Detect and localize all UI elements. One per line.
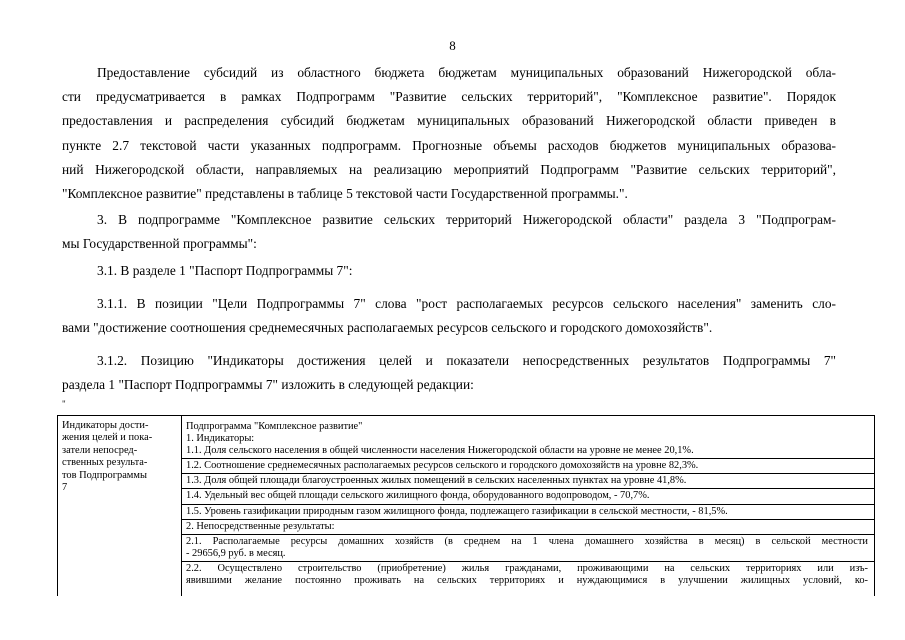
cell-line: 1.1. Доля сельского населения в общей численности населения Нижегородской области на уровне не менее 20,1%. [186,445,694,457]
row-divider [182,488,874,489]
row-divider [182,473,874,474]
table-right-cell [182,416,874,596]
cell-line: затели непосред- [62,444,138,456]
text-line: 3. В подпрограмме "Комплексное развитие сельских территорий Нижегородской области" раздела 3 "Подпрограм- [97,212,836,227]
cell-line: 7 [62,482,68,494]
cell-line: Индикаторы дости- [62,420,149,431]
text-line: вами "достижение соотношения среднемесячных располагаемых ресурсов сельского и городского домохозяйств". [62,320,713,335]
cell-line: ственных результа- [62,457,148,469]
cell-line: 1.4. Удельный вес общей площади сельского жилищного фонда, оборудованного водопроводом, - 70,7%. [186,490,650,502]
row-divider [182,458,874,459]
text-line: предоставления и распределения субсидий бюджетам муниципальных образований Нижегородской области приведен в [62,113,836,128]
row-divider [182,561,874,562]
cell-line: Подпрограмма "Комплексное развитие" [186,421,363,432]
table-left-cell [58,416,182,596]
cell-line: - 29656,9 руб. в месяц. [186,547,286,559]
text-line: мы Государственной программы": [62,236,257,251]
cell-line: 2.2. Осуществлено строительство (приобретение) жилья гражданами, проживающими на сельских территориях или изъ- [186,562,868,574]
text-line: Предоставление субсидий из областного бюджета бюджетам муниципальных образований Нижегородской обла- [97,65,836,80]
row-divider [182,534,874,535]
cell-line: 1.5. Уровень газификации природным газом жилищного фонда, подлежащего газификации в сельской местности, - 81,5%. [186,505,728,517]
text-line: раздела 1 "Паспорт Подпрограммы 7" изложить в следующей редакции: [62,377,474,392]
passport-table [57,415,875,596]
paragraph-section-3-1: 3.1. В разделе 1 "Паспорт Подпрограммы 7": [97,263,353,278]
text-line: сти предусматривается в рамках Подпрограмм "Развитие сельских территорий", "Комплексное развитие". Порядок [62,89,836,104]
cell-line: 1.3. Доля общей площади благоустроенных жилых помещений в сельских населенных пунктах на уровне 41,8%. [186,475,687,487]
text-line: 3.1.1. В позиции "Цели Подпрограммы 7" слова "рост располагаемых ресурсов сельского населения" заменить сло- [97,296,836,311]
cell-line: явившими желание постоянно проживать на сельских территориях и нуждающимися в улучшении жилищных условий, ко- [186,575,868,587]
cell-line: 1. Индикаторы: [186,433,255,445]
text-line: ний Нижегородской области, направляемых на реализацию мероприятий Подпрограмм "Развитие сельских территорий", [62,162,836,177]
row-divider [182,519,874,520]
text-line: пункте 2.7 текстовой части указанных подпрограмм. Прогнозные объемы расходов бюджетов муниципальных образова- [62,138,836,153]
row-divider [182,504,874,505]
cell-line: 1.2. Соотношение среднемесячных располагаемых ресурсов сельского и городского домохозяйств на уровне 82,3%. [186,460,699,472]
cell-line: жения целей и пока- [62,432,153,444]
quote-mark: " [62,399,66,409]
page-number: 8 [449,38,456,53]
cell-line: 2. Непосредственные результаты: [186,520,335,532]
text-line: "Комплексное развитие" представлены в таблице 5 текстовой части Государственной программы.". [62,186,628,201]
cell-line: 2.1. Располагаемые ресурсы домашних хозяйств (в среднем на 1 члена домашнего хозяйства в месяц) в сельской местности [186,535,868,547]
text-line: 3.1.2. Позицию "Индикаторы достижения целей и показатели непосредственных результатов Подпрограммы 7" [97,353,836,368]
cell-line: тов Подпрограммы [62,469,147,481]
